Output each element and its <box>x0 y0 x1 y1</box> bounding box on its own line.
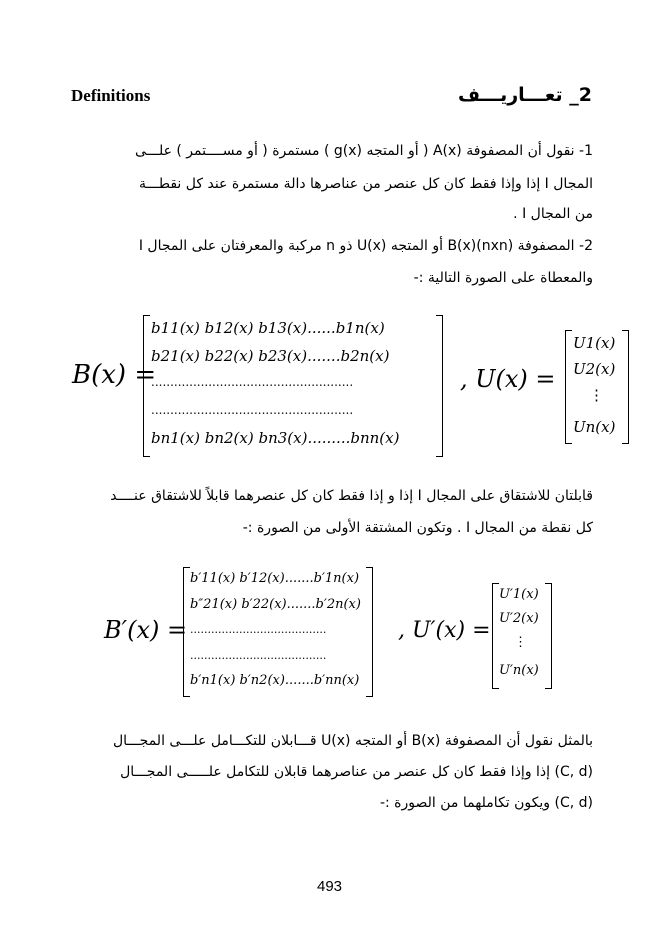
para1-line1: 1- نقول أن المصفوفة A(x) ( أو المتجه g(x) ) مستمرة ( أو مســــتمر ) علـــى <box>134 143 593 159</box>
vector-u-left-bracket <box>565 330 572 444</box>
para4-line3: (C, d) ويكون تكاملهما من الصورة :- <box>379 795 593 811</box>
para2-line1: 2- المصفوفة B(x)(nxn) أو المتجه U(x) ذو n مركبة والمعرفتان على المجال I <box>138 238 593 254</box>
vector-uprime-left-bracket <box>492 583 499 689</box>
matrix-bprime-row-1: b′11(x) b′12(x).......b′1n(x) <box>190 571 360 586</box>
matrix-b-row-5: bn1(x) bn2(x) bn3(x).........bnn(x) <box>151 429 400 447</box>
page-number: 493 <box>316 878 343 895</box>
vector-u-row-1: U1(x) <box>573 334 616 352</box>
matrix-bprime-row-3: ....................................... <box>190 623 327 636</box>
para3-line2: كل نقطة من المجال I . وتكون المشتقة الأولى من الصورة :- <box>242 520 593 536</box>
para3-line1: قابلتان للاشتقاق على المجال I إذا و إذا فقط كان كل عنصرهما قابلاً للاشتقاق عنــــد <box>110 488 593 504</box>
vector-u-row-2: U2(x) <box>573 360 616 378</box>
vector-u-row-3: ⋮ <box>589 386 604 404</box>
para1-line2: المجال I إذا وإذا فقط كان كل عنصر من عناصرها دالة مستمرة عند كل نقطـــة <box>139 176 593 192</box>
vector-uprime-row-4: U′n(x) <box>499 663 539 678</box>
matrix-bprime-label: B′(x) = <box>104 616 188 644</box>
matrix-b <box>143 315 443 457</box>
matrix-bprime-row-4: ....................................... <box>190 649 327 662</box>
matrix-bprime-row-5: b′n1(x) b′n2(x).......b′nn(x) <box>190 673 360 688</box>
vector-uprime <box>492 583 552 689</box>
section-title-arabic: 2_ تعـــاريـــف <box>457 84 592 106</box>
section-title-english: Definitions <box>71 86 151 105</box>
vector-uprime-row-2: U′2(x) <box>499 611 539 626</box>
para2-line2: والمعطاة على الصورة التالية :- <box>413 270 593 286</box>
para4-line1: بالمثل نقول أن المصفوفة B(x) أو المتجه U(x) قـــابلان للتكـــامل علـــى المجـــال <box>112 733 593 749</box>
vector-u-label: , U(x) = <box>460 365 556 393</box>
vector-u-row-4: Un(x) <box>573 418 616 436</box>
matrix-b-row-1: b11(x) b12(x) b13(x)......b1n(x) <box>151 319 385 337</box>
matrix-bprime-left-bracket <box>183 567 190 697</box>
para4-line2: (C, d) إذا وإذا فقط كان كل عنصر من عناصرهما قابلان للتكامل علـــــى المجـــال <box>120 764 593 780</box>
vector-uprime-row-3: ⋮ <box>514 635 527 650</box>
matrix-bprime <box>183 567 373 697</box>
matrix-b-row-2: b21(x) b22(x) b23(x).......b2n(x) <box>151 347 390 365</box>
para1-line3: من المجال I . <box>513 206 593 222</box>
vector-u <box>565 330 629 444</box>
vector-uprime-row-1: U′1(x) <box>499 587 539 602</box>
matrix-b-label: B(x) = <box>72 360 157 390</box>
matrix-b-left-bracket <box>143 315 150 457</box>
matrix-bprime-row-2: b″21(x) b′22(x).......b′2n(x) <box>190 597 361 612</box>
matrix-b-row-3: ..................................................... <box>151 375 354 389</box>
matrix-b-row-4: ..................................................... <box>151 403 354 417</box>
vector-uprime-label: , U′(x) = <box>398 618 491 643</box>
